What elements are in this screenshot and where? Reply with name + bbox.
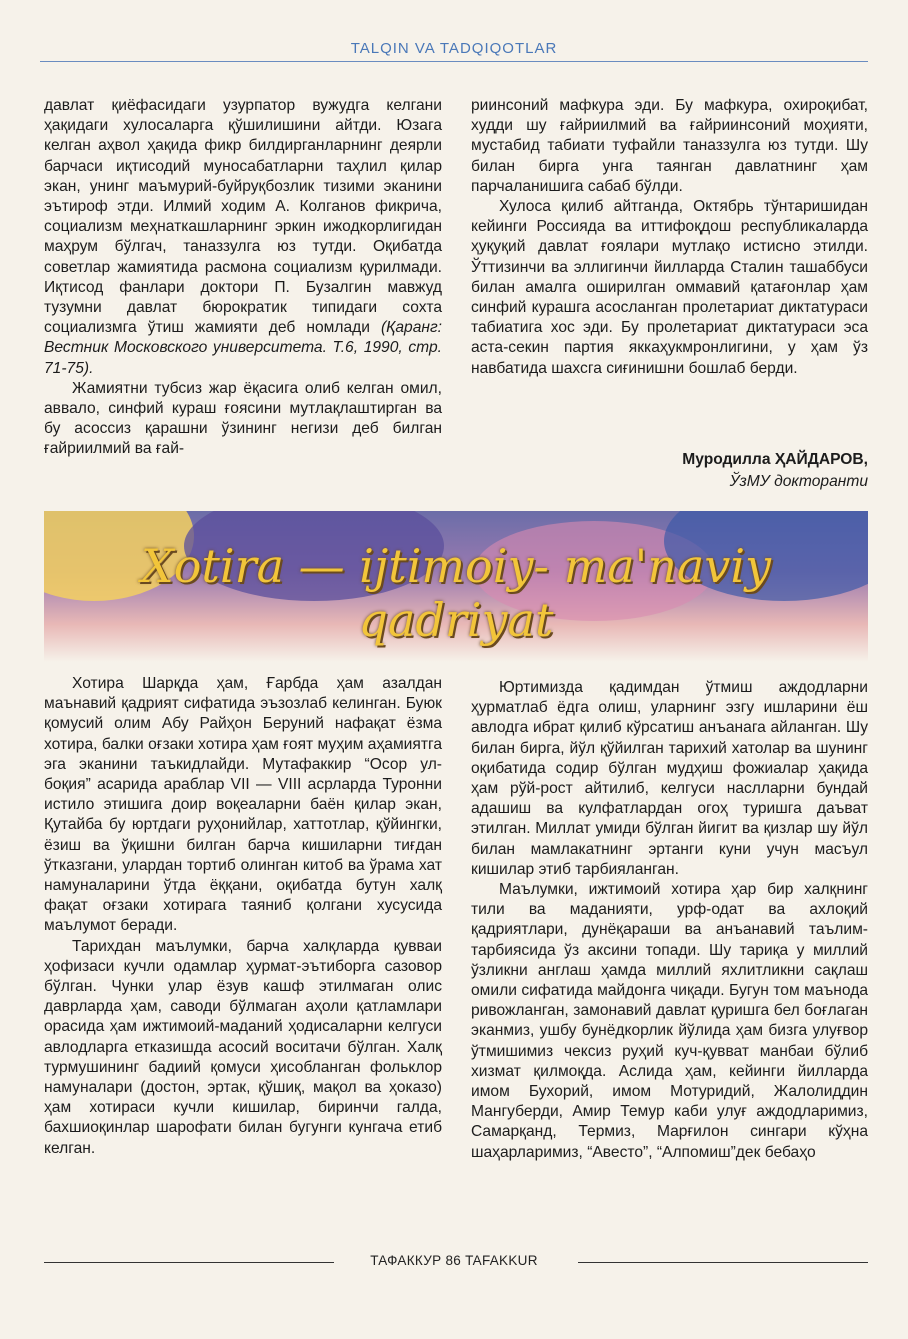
- paragraph: [471, 96, 868, 197]
- top-right-column: [471, 96, 868, 379]
- author-position: ЎзМУ докторанти: [729, 473, 868, 490]
- paragraph: [44, 379, 442, 460]
- header-rule: [40, 61, 868, 62]
- paragraph-text: Хотира Шарқда ҳам, Ғарбда ҳам азалдан маънавий қадрият сифатида эъзозлаб келинган. Буюк қомусий олим Абу Райҳон Беруний нафақат ёзма хотира, балки оғзаки хотира ҳам ғоят муҳим аҳамиятга эга эканини таъкидлайди. Мутафаккир “Осор ул-боқия” асарида араблар VII — VIII асрларда Туронни истило этишига доир воқеаларни баён қилар экан, Қутайба бу юртдаги руҳонийлар, хаттотлар, қўйингки, ёзиш ва ўқишни билган барча кишиларни тиғдан ўтказгани, улардан тортиб олинган китоб ва ўрама хат намуналарини ўтда ёққани, оқибатда бутун халқ фақат оғзаки хотирага таяниб қолгани хусусида маълумот беради.: [44, 675, 442, 935]
- author-block: [682, 449, 868, 493]
- banner-title-line2: qadriyat: [358, 593, 554, 647]
- running-header: TALQIN VA TADQIQOTLAR: [350, 40, 558, 57]
- top-left-column: [44, 96, 442, 460]
- citation: (Қаранг: Вестник Московского университета. Т.6, 1990, стр. 71-75).: [44, 319, 442, 377]
- banner-title-line1: Xotira — ijtimoiy- ma'naviy: [140, 539, 772, 593]
- paragraph: [471, 880, 868, 1163]
- title-banner: [44, 511, 868, 662]
- bottom-right-column: [471, 678, 868, 1163]
- paragraph: [44, 937, 442, 1159]
- paragraph-text: Маълумки, ижтимоий хотира ҳар бир халқнинг тили ва маданияти, урф-одат ва ахлоқий қадриятлари, дунёқараши ва анъанавий таълим-тарбиясида ўз аксини топади. Шу тариқа у миллий ўзликни англаш ҳамда миллий яхлитликни сақлаш омили сифатида майдонга чиқади. Бугун том маънода ривожланган, замонавий давлат қуришга бел боғлаган эканмиз, ушбу бунёдкорлик йўлида ҳам бизга улуғвор ўтмишимиз чексиз руҳий куч-қувват манбаи бўлиб хизмат қилмоқда. Аслида ҳам, кейинги йилларда имом Бухорий, имом Мотуридий, Жалолиддин Мангуберди, Амир Темур каби улуғ аждодларимиз, Самарқанд, Термиз, Марғилон сингари кўҳна шаҳарларимиз, “Авесто”, “Алпомиш”дек бебаҳо: [471, 881, 868, 1161]
- paragraph: [44, 674, 442, 937]
- paragraph: [471, 678, 868, 880]
- paragraph-text: Юртимизда қадимдан ўтмиш аждодларни ҳурматлаб ёдга олиш, уларнинг эзгу ишларини ёш авлодга ибрат қилиб кўрсатиш анъанага айланган. Шу билан бирга, йўл қўйилган тарихий хатолар ва шунинг оқибатида содир бўлган мудҳиш фожиалар ҳақида ҳам рўй-рост айтилиб, келгуси наслларни бундай адашиш ва кулфатлардан огоҳ туришга даъват этилган. Миллат умиди бўлган йигит ва қизлар шу йўл билан мамлакатнинг эртанги куни учун масъул кишилар этиб тарбияланган.: [471, 679, 868, 878]
- page-footer: ТАФАККУР 86 TAFAKKUR: [370, 1253, 538, 1268]
- paragraph-text: Хулоса қилиб айтганда, Октябрь тўнтаришидан кейинги Россияда ва иттифоқдош республикаларда ҳуқуқий давлат ғоялари мутлақо истисно этилди. Ўттизинчи ва эллигинчи йилларда Сталин ташаббуси билан амалга оширилган оммавий қатағонлар ҳам синфий курашга асосланган пролетариат диктатураси табиатига хос эди. Бу пролетариат диктатураси эса аста-секин партия яккаҳукмронлигини, у ҳам ўз навбатида шахсга сиғинишни бошлаб берди.: [471, 198, 868, 377]
- paragraph-text: давлат қиёфасидаги узурпатор вужудга келгани ҳақидаги хулосаларга қўшилишини айтди. Юзага келган аҳвол ҳақида фикр билдирганларнинг деярли барчаси иқтисодий муносабатларни таҳлил қилар экан, унинг маъмурий-буйруқбозлик тизими эканини эътироф этди. Илмий ходим А. Колганов фикрича, социализм меҳнаткашларнинг эркин ижодкорлигидан маҳрум бўлгач, таназзулга юз тутди. Оқибатда советлар жамиятида расмона социализм қурилмади. Иқтисод фанлари доктори П. Бузалгин мавжуд тузумни давлат бюрократик типидаги сохта социализмга ўтиш жамияти деб номлади: [44, 97, 442, 337]
- paragraph-text: риинсоний мафкура эди. Бу мафкура, охироқибат, худди шу ғайриилмий ва ғайриинсоний моҳияти, мустабид табиати туфайли таназзулга юз тутди. Шу билан бирга унга таянган давлатнинг ҳам парчаланишига сабаб бўлди.: [471, 97, 868, 195]
- paragraph: [44, 96, 442, 379]
- bottom-left-column: [44, 674, 442, 1159]
- paragraph: [471, 197, 868, 379]
- paragraph-text: Жамиятни тубсиз жар ёқасига олиб келган омил, аввало, синфий кураш ғоясини мутлақлаштирган ва бу асоссиз қарашни ўзининг негизи деб билган ғайриилмий ва ғай-: [44, 379, 442, 458]
- paragraph-text: Тарихдан маълумки, барча халқларда қувваи ҳофизаси кучли одамлар ҳурмат-эътиборга сазовор бўлган. Чунки улар ёзув кашф этилмаган олис даврларда ҳам, саводи бўлмаган аҳоли қатламлари орасида ҳам ижтимоий-маданий ҳодисаларни келгуси авлодларга етказишда асосий воситачи бўлган. Халқ турмушининг бадиий қомуси ҳисобланган фольклор намуналари (достон, эртак, қўшиқ, мақол ва ҳоказо) ҳам хотираси кучли кишилар, биринчи галда, бахшиоқинлар шарофати билан бугунги кунгача етиб келган.: [44, 937, 442, 1157]
- author-name: Муродилла ҲАЙДАРОВ,: [682, 451, 868, 468]
